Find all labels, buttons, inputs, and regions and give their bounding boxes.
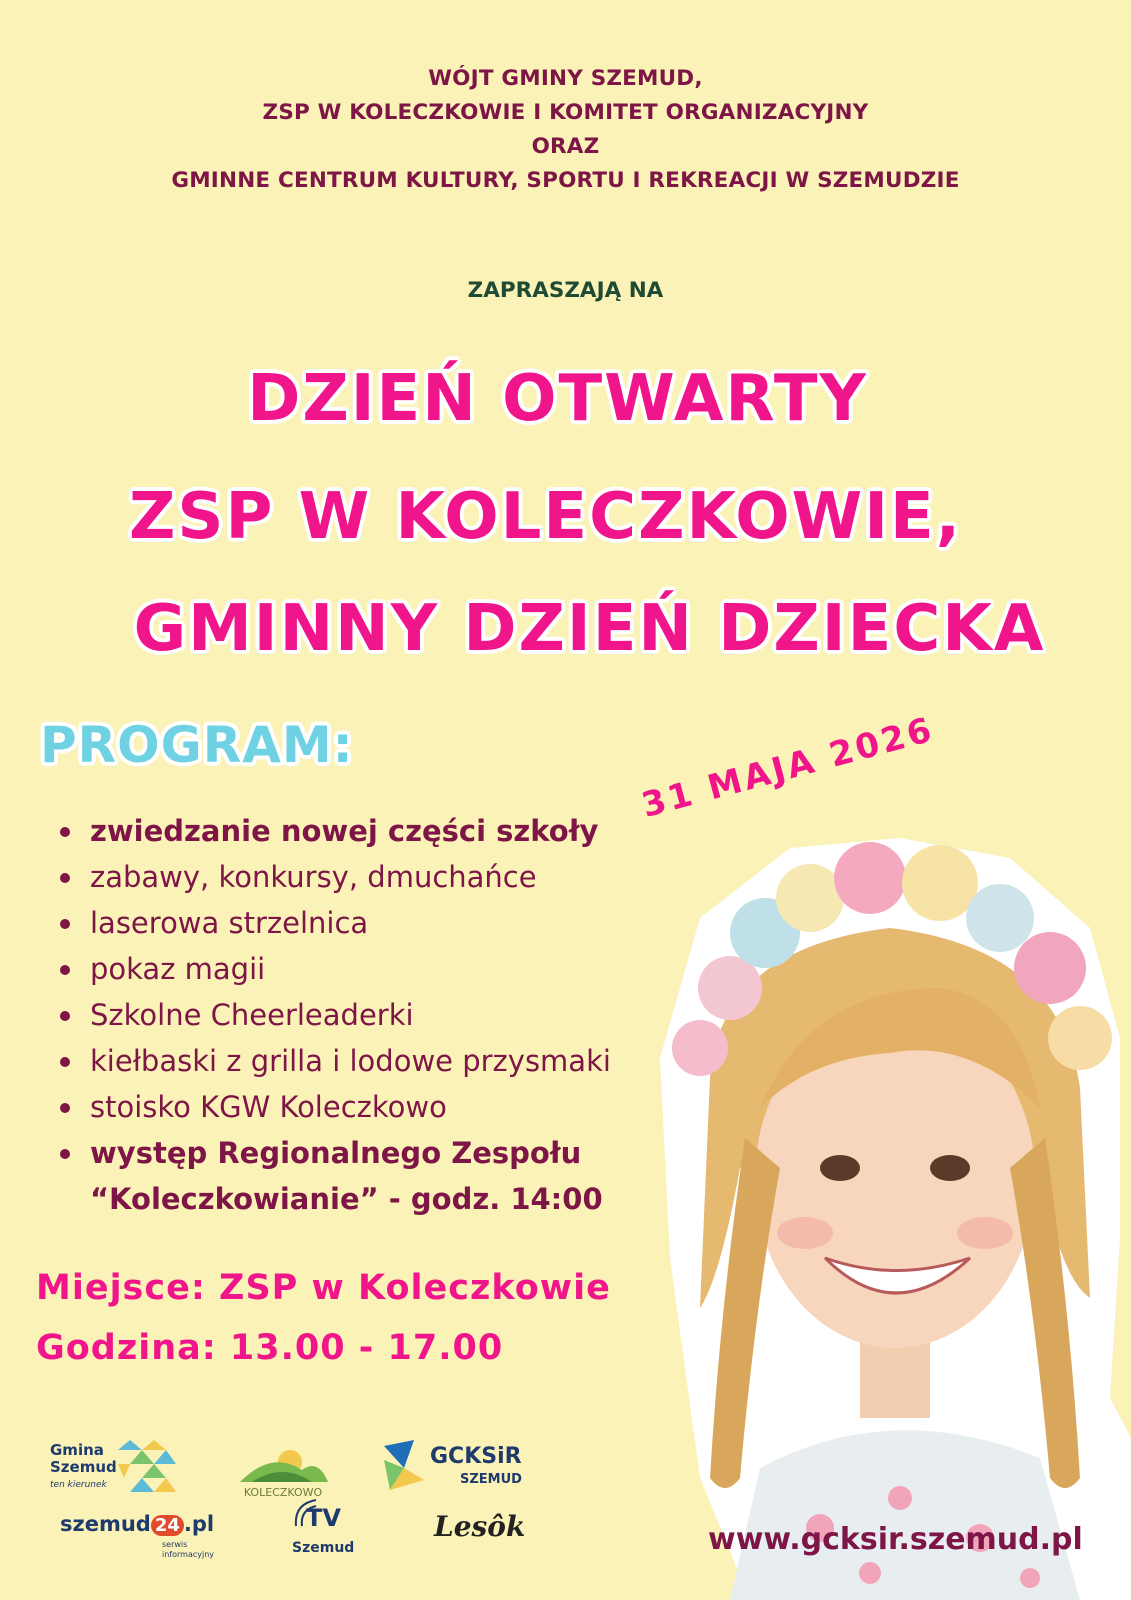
program-item: laserowa strzelnica (58, 900, 698, 946)
gmina-logo-line-2: Szemud (50, 1458, 117, 1476)
program-item: zabawy, konkursy, dmuchańce (58, 854, 698, 900)
website-url[interactable]: www.gcksir.szemud.pl (708, 1522, 1083, 1557)
program-heading: PROGRAM: (40, 716, 354, 774)
event-title-line-2: ZSP W KOLECZKOWIE, (128, 480, 963, 554)
szemud24-sub-2: informacyjny (162, 1550, 215, 1559)
gcksir-sub: SZEMUD (460, 1472, 522, 1487)
program-item: stoisko KGW Koleczkowo (58, 1084, 698, 1130)
organizer-line-3: ORAZ (531, 134, 600, 159)
event-date: 31 MAJA 2026 (637, 709, 939, 826)
invite-text: ZAPRASZAJĄ NA (467, 278, 664, 303)
program-item: kiełbaski z grilla i lodowe przysmaki (58, 1038, 698, 1084)
event-hours: Godzina: 13.00 - 17.00 (36, 1328, 504, 1368)
tv-label: TV (306, 1504, 341, 1532)
szemud24-name: szemud (60, 1512, 151, 1536)
gcksir-mark-icon (384, 1440, 428, 1490)
program-list (58, 808, 698, 1222)
szemud24-tld: .pl (183, 1512, 215, 1536)
gmina-logo-tagline: ten kierunek (50, 1480, 107, 1490)
program-item: pokaz magii (58, 946, 698, 992)
program-item: zwiedzanie nowej części szkoły (58, 808, 698, 854)
koleczkowo-label: KOLECZKOWO (243, 1486, 323, 1499)
koleczkowo-logo (232, 1436, 334, 1502)
event-venue: Miejsce: ZSP w Koleczkowie (36, 1268, 611, 1308)
gcksir-name: GCKSiR (430, 1444, 522, 1469)
gmina-logo-line-1: Gmina (50, 1441, 104, 1459)
lesok-logo: Lesôk (434, 1510, 526, 1543)
program-item-continuation: “Koleczkowianie” - godz. 14:00 (90, 1182, 603, 1216)
szemud24-number: 24 (151, 1515, 184, 1536)
tv-sub: Szemud (292, 1540, 355, 1556)
tv-szemud-logo (290, 1496, 360, 1560)
gcksir-logo (384, 1438, 534, 1496)
organizers-header (0, 62, 1131, 198)
gmina-szemud-logo (50, 1440, 180, 1502)
event-title-line-1: DZIEŃ OTWARTY (247, 362, 868, 436)
program-item: występ Regionalnego Zespołu (58, 1130, 698, 1176)
organizer-line-2: ZSP W KOLECZKOWIE I KOMITET ORGANIZACYJNY (262, 100, 869, 125)
event-title-line-3: GMINNY DZIEŃ DZIECKA (133, 592, 1046, 666)
child-photo (640, 838, 1131, 1600)
sun-hills-icon (232, 1436, 334, 1484)
szemud24-logo (60, 1512, 240, 1562)
program-item: Szkolne Cheerleaderki (58, 992, 698, 1038)
gmina-triangles-icon (118, 1440, 176, 1498)
organizer-line-4: GMINNE CENTRUM KULTURY, SPORTU I REKREACJI W SZEMUDZIE (171, 168, 960, 193)
szemud24-sub-1: serwis (162, 1540, 188, 1549)
organizer-line-1: WÓJT GMINY SZEMUD, (428, 66, 703, 91)
